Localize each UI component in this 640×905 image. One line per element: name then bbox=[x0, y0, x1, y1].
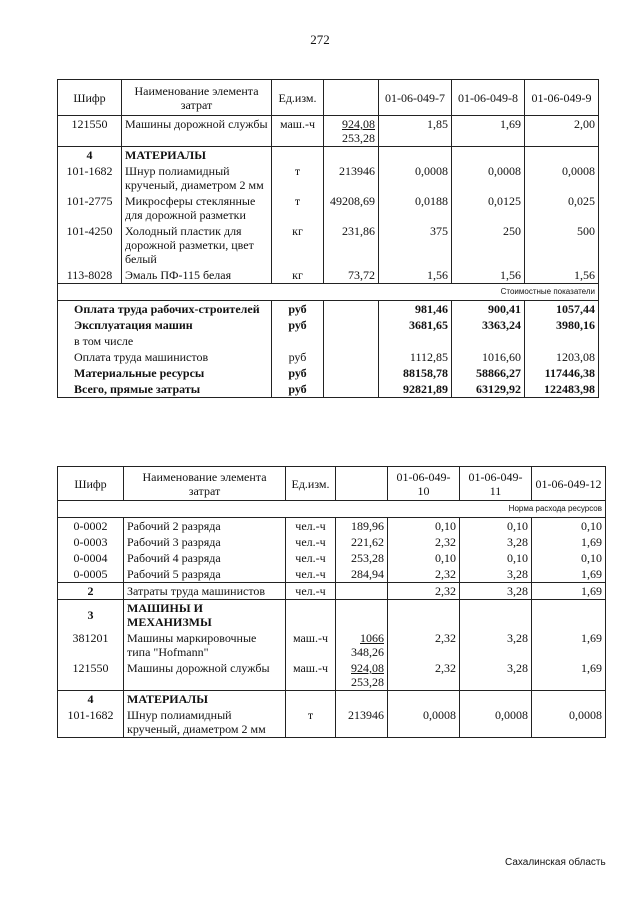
summary-row bbox=[58, 381, 599, 398]
row-value-2: 1,56 bbox=[452, 267, 525, 284]
row-unit: маш.-ч bbox=[286, 660, 336, 691]
section-code: 4 bbox=[58, 147, 122, 164]
header-price bbox=[336, 467, 388, 501]
summary-value-2: 58866,27 bbox=[452, 365, 525, 381]
header-col-2: 01-06-049-11 bbox=[460, 467, 532, 501]
summary-row bbox=[58, 301, 599, 318]
summary-value-2: 63129,92 bbox=[452, 381, 525, 398]
row-price bbox=[336, 660, 388, 691]
row-name: Машины дорожной службы bbox=[124, 660, 286, 691]
row-price: 213946 bbox=[336, 707, 388, 738]
table-row bbox=[58, 707, 606, 738]
row-value-3: 2,00 bbox=[525, 116, 599, 147]
summary-row bbox=[58, 349, 599, 365]
row-code: 0-0004 bbox=[58, 550, 124, 566]
row-name: Затраты труда машинистов bbox=[124, 583, 286, 600]
summary-value-1: 1112,85 bbox=[379, 349, 452, 365]
row-unit: кг bbox=[272, 223, 324, 267]
summary-name: Всего, прямые затраты bbox=[58, 381, 272, 398]
summary-value-3: 1057,44 bbox=[525, 301, 599, 318]
table-row bbox=[58, 660, 606, 691]
row-unit: чел.-ч bbox=[286, 583, 336, 600]
price-top: 924,08 bbox=[342, 117, 375, 131]
row-code: 121550 bbox=[58, 660, 124, 691]
row-value-3: 1,69 bbox=[532, 583, 606, 600]
header-col-1: 01-06-049-10 bbox=[388, 467, 460, 501]
row-name: Рабочий 4 разряда bbox=[124, 550, 286, 566]
price-bottom: 253,28 bbox=[342, 131, 375, 145]
row-value-1: 2,32 bbox=[388, 660, 460, 691]
row-value-1: 2,32 bbox=[388, 566, 460, 583]
row-unit: т bbox=[272, 163, 324, 193]
header-unit: Ед.изм. bbox=[286, 467, 336, 501]
summary-value-3: 117446,38 bbox=[525, 365, 599, 381]
header-col-3: 01-06-049-12 bbox=[532, 467, 606, 501]
summary-name: в том числе bbox=[58, 333, 272, 349]
section-name: МАТЕРИАЛЫ bbox=[122, 147, 272, 164]
row-value-1: 0,10 bbox=[388, 550, 460, 566]
row-value-3: 1,56 bbox=[525, 267, 599, 284]
row-value-1: 2,32 bbox=[388, 630, 460, 660]
row-price: 253,28 bbox=[336, 550, 388, 566]
table-row bbox=[58, 630, 606, 660]
resource-table-2 bbox=[57, 466, 606, 738]
summary-name: Оплата труда машинистов bbox=[58, 349, 272, 365]
row-unit: чел.-ч bbox=[286, 534, 336, 550]
row-value-2: 3,28 bbox=[460, 534, 532, 550]
row-code: 0-0003 bbox=[58, 534, 124, 550]
table-row bbox=[58, 267, 599, 284]
row-value-1: 0,10 bbox=[388, 518, 460, 535]
header-name: Наименование элемента затрат bbox=[122, 80, 272, 116]
row-value-3: 1,69 bbox=[532, 566, 606, 583]
row-value-2: 0,10 bbox=[460, 550, 532, 566]
row-unit: т bbox=[286, 707, 336, 738]
row-value-3: 1,69 bbox=[532, 660, 606, 691]
row-value-3: 0,10 bbox=[532, 550, 606, 566]
row-price bbox=[324, 116, 379, 147]
summary-value-3: 122483,98 bbox=[525, 381, 599, 398]
price-bottom: 348,26 bbox=[351, 645, 384, 659]
header-code: Шифр bbox=[58, 467, 124, 501]
row-code: 2 bbox=[58, 583, 124, 600]
summary-value-1: 981,46 bbox=[379, 301, 452, 318]
row-unit: чел.-ч bbox=[286, 550, 336, 566]
cost-indicators-label: Стоимостные показатели bbox=[58, 284, 599, 301]
row-value-3: 1,69 bbox=[532, 630, 606, 660]
summary-unit: руб bbox=[272, 381, 324, 398]
table-row bbox=[58, 116, 599, 147]
row-name: Эмаль ПФ-115 белая bbox=[122, 267, 272, 284]
header-price bbox=[324, 80, 379, 116]
row-name: Шнур полиамидный крученый, диаметром 2 мм bbox=[124, 707, 286, 738]
row-name: Холодный пластик для дорожной разметки, цвет белый bbox=[122, 223, 272, 267]
table-row bbox=[58, 583, 606, 600]
summary-value-3: 1203,08 bbox=[525, 349, 599, 365]
header-col-2: 01-06-049-8 bbox=[452, 80, 525, 116]
row-value-1: 1,85 bbox=[379, 116, 452, 147]
row-code: 121550 bbox=[58, 116, 122, 147]
summary-unit: руб bbox=[272, 365, 324, 381]
row-name: Рабочий 2 разряда bbox=[124, 518, 286, 535]
summary-row bbox=[58, 333, 599, 349]
row-price bbox=[336, 630, 388, 660]
row-code: 0-0002 bbox=[58, 518, 124, 535]
header-code: Шифр bbox=[58, 80, 122, 116]
row-value-2: 3,28 bbox=[460, 660, 532, 691]
row-value-2: 0,10 bbox=[460, 518, 532, 535]
section-row bbox=[58, 600, 606, 631]
row-price: 231,86 bbox=[324, 223, 379, 267]
row-value-1: 0,0008 bbox=[379, 163, 452, 193]
row-value-2: 250 bbox=[452, 223, 525, 267]
row-value-1: 0,0008 bbox=[388, 707, 460, 738]
summary-value-1: 88158,78 bbox=[379, 365, 452, 381]
row-code: 113-8028 bbox=[58, 267, 122, 284]
row-value-3: 0,0008 bbox=[525, 163, 599, 193]
row-name: Микросферы стеклянные для дорожной разметки bbox=[122, 193, 272, 223]
table-row bbox=[58, 566, 606, 583]
row-price: 49208,69 bbox=[324, 193, 379, 223]
summary-name: Материальные ресурсы bbox=[58, 365, 272, 381]
row-unit: т bbox=[272, 193, 324, 223]
row-value-1: 0,0188 bbox=[379, 193, 452, 223]
summary-row bbox=[58, 365, 599, 381]
row-price: 189,96 bbox=[336, 518, 388, 535]
summary-row bbox=[58, 317, 599, 333]
section-name: МАТЕРИАЛЫ bbox=[124, 691, 286, 708]
row-code: 0-0005 bbox=[58, 566, 124, 583]
row-unit: маш.-ч bbox=[272, 116, 324, 147]
row-price: 213946 bbox=[324, 163, 379, 193]
row-unit: маш.-ч bbox=[286, 630, 336, 660]
row-code: 381201 bbox=[58, 630, 124, 660]
row-unit: кг bbox=[272, 267, 324, 284]
summary-unit: руб bbox=[272, 349, 324, 365]
summary-value-2: 3363,24 bbox=[452, 317, 525, 333]
section-name: МАШИНЫ И МЕХАНИЗМЫ bbox=[124, 600, 286, 631]
row-name: Рабочий 5 разряда bbox=[124, 566, 286, 583]
row-code: 101-1682 bbox=[58, 163, 122, 193]
table-header-row bbox=[58, 80, 599, 116]
table-row bbox=[58, 534, 606, 550]
header-name: Наименование элемента затрат bbox=[124, 467, 286, 501]
row-value-3: 1,69 bbox=[532, 534, 606, 550]
footer-region: Сахалинская область bbox=[505, 857, 606, 868]
section-code: 4 bbox=[58, 691, 124, 708]
row-price: 221,62 bbox=[336, 534, 388, 550]
price-top: 1066 bbox=[360, 631, 384, 645]
row-code: 101-4250 bbox=[58, 223, 122, 267]
summary-unit: руб bbox=[272, 301, 324, 318]
table-row bbox=[58, 163, 599, 193]
row-value-3: 500 bbox=[525, 223, 599, 267]
row-value-2: 3,28 bbox=[460, 583, 532, 600]
price-top: 924,08 bbox=[351, 661, 384, 675]
section-row bbox=[58, 147, 599, 164]
summary-value-2: 900,41 bbox=[452, 301, 525, 318]
table-header-row bbox=[58, 467, 606, 501]
row-value-1: 1,56 bbox=[379, 267, 452, 284]
row-value-1: 2,32 bbox=[388, 583, 460, 600]
row-price: 284,94 bbox=[336, 566, 388, 583]
row-value-1: 375 bbox=[379, 223, 452, 267]
row-price: 73,72 bbox=[324, 267, 379, 284]
row-name: Рабочий 3 разряда bbox=[124, 534, 286, 550]
section-row bbox=[58, 691, 606, 708]
section-code: 3 bbox=[58, 600, 124, 631]
row-value-3: 0,10 bbox=[532, 518, 606, 535]
table-row bbox=[58, 518, 606, 535]
row-value-2: 0,0125 bbox=[452, 193, 525, 223]
summary-value-1: 92821,89 bbox=[379, 381, 452, 398]
norm-label: Норма расхода ресурсов bbox=[58, 501, 606, 518]
table-row bbox=[58, 550, 606, 566]
row-code: 101-2775 bbox=[58, 193, 122, 223]
page-number: 272 bbox=[310, 32, 330, 47]
price-bottom: 253,28 bbox=[351, 675, 384, 689]
norm-label-row bbox=[58, 501, 606, 518]
row-name: Машины дорожной службы bbox=[122, 116, 272, 147]
row-name: Машины маркировочные типа "Hofmann" bbox=[124, 630, 286, 660]
summary-name: Эксплуатация машин bbox=[58, 317, 272, 333]
header-col-3: 01-06-049-9 bbox=[525, 80, 599, 116]
summary-value-1: 3681,65 bbox=[379, 317, 452, 333]
row-value-2: 0,0008 bbox=[460, 707, 532, 738]
row-value-2: 3,28 bbox=[460, 630, 532, 660]
summary-unit: руб bbox=[272, 317, 324, 333]
row-value-2: 3,28 bbox=[460, 566, 532, 583]
header-unit: Ед.изм. bbox=[272, 80, 324, 116]
cost-label-row bbox=[58, 284, 599, 301]
summary-name: Оплата труда рабочих-строителей bbox=[58, 301, 272, 318]
row-value-3: 0,0008 bbox=[532, 707, 606, 738]
row-value-2: 1,69 bbox=[452, 116, 525, 147]
header-col-1: 01-06-049-7 bbox=[379, 80, 452, 116]
row-unit: чел.-ч bbox=[286, 518, 336, 535]
summary-value-3: 3980,16 bbox=[525, 317, 599, 333]
row-value-3: 0,025 bbox=[525, 193, 599, 223]
row-value-1: 2,32 bbox=[388, 534, 460, 550]
table-row bbox=[58, 193, 599, 223]
resource-table-1 bbox=[57, 79, 599, 398]
summary-value-2: 1016,60 bbox=[452, 349, 525, 365]
row-name: Шнур полиамидный крученый, диаметром 2 мм bbox=[122, 163, 272, 193]
row-value-2: 0,0008 bbox=[452, 163, 525, 193]
row-unit: чел.-ч bbox=[286, 566, 336, 583]
row-code: 101-1682 bbox=[58, 707, 124, 738]
table-row bbox=[58, 223, 599, 267]
